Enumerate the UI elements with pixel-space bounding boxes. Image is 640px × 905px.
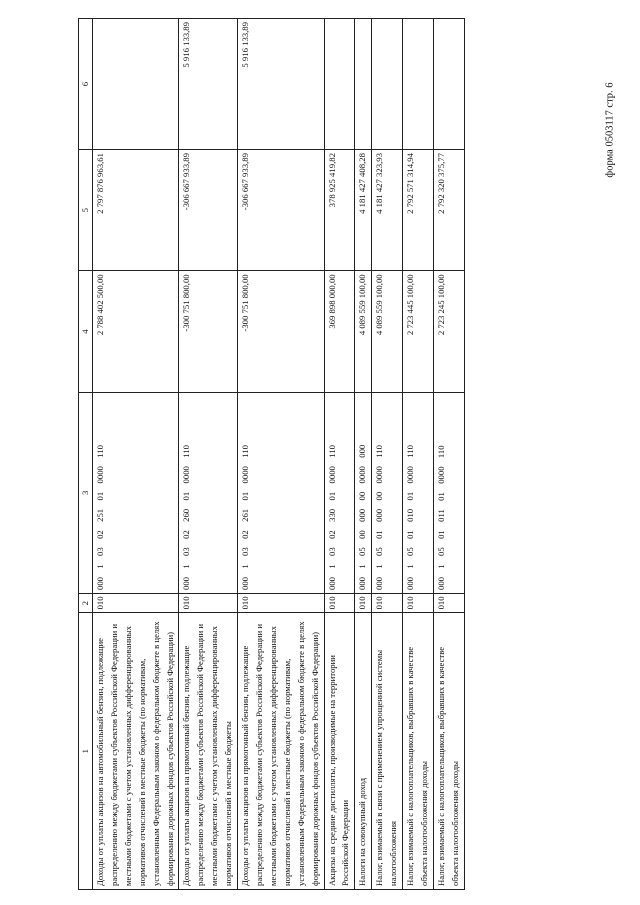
row-name: Акцизы на средние дистилляты, производимые на территории Российской Федерации	[324, 613, 355, 890]
row-unexecuted	[433, 19, 464, 150]
row-unexecuted	[372, 19, 403, 150]
row-name: Налоги на совокупный доход	[355, 613, 372, 890]
row-executed: 2 797 876 963,61	[93, 150, 179, 271]
row-line-code: 010	[179, 594, 238, 613]
column-header: 6	[79, 19, 93, 150]
column-header: 1	[79, 613, 93, 890]
row-line-code: 010	[93, 594, 179, 613]
row-executed: -306 667 933,89	[179, 150, 238, 271]
row-executed: 4 181 427 408,28	[355, 150, 372, 271]
row-name: Доходы от уплаты акцизов на прямогонный бензин, подлежащие распределению между бюджетами субъектов Российской Федерации и местными бюджетами с учетом установленных дифференцированных нормативов отчислений в местные бюджеты (по нормативам, установленным Федеральным законом о федеральном бюджете в целях формирования дорожных фондов субъектов Российской Федерации)	[238, 613, 324, 890]
column-header: 3	[79, 392, 93, 593]
row-name: Налог, взимаемый с налогоплательщиков, выбравших в качестве объекта налогообложения доходы	[433, 613, 464, 890]
row-approved-plan: 2 723 445 100,00	[403, 271, 434, 392]
row-name: Доходы от уплаты акцизов на прямогонный бензин, подлежащие распределению между бюджетами субъектов Российской Федерации и местными бюджетами с учетом установленных дифференцированных нормативов отчислений в местные бюджеты	[179, 613, 238, 890]
row-budget-code: 000 1 03 02 260 01 0000 110	[179, 392, 238, 593]
column-header: 2	[79, 594, 93, 613]
form-label-text: форма 0503117 стр. 6	[604, 82, 616, 178]
row-executed: 378 925 419,82	[324, 150, 355, 271]
row-line-code: 010	[324, 594, 355, 613]
row-approved-plan: -300 751 800,00	[179, 271, 238, 392]
table-row	[355, 19, 372, 890]
header-row	[79, 19, 93, 890]
report-table-frame	[78, 18, 590, 890]
row-line-code: 010	[403, 594, 434, 613]
row-executed: 4 181 427 323,93	[372, 150, 403, 271]
rotated-table-container	[78, 18, 590, 890]
row-unexecuted	[324, 19, 355, 150]
row-budget-code: 000 1 03 02 261 01 0000 110	[238, 392, 324, 593]
income-report-table	[78, 18, 465, 890]
row-name: Доходы от уплаты акцизов на автомобильный бензин, подлежащие распределению между бюджетами субъектов Российской Федерации и местными бюджетами с учетом установленных дифференцированных нормативов отчислений в местные бюджеты (по нормативам, установленным Федеральным законом о федеральном бюджете в целях формирования дорожных фондов субъектов Российской Федерации)	[93, 613, 179, 890]
row-approved-plan: 4 089 559 100,00	[355, 271, 372, 392]
form-label	[600, 30, 620, 230]
table-row	[93, 19, 179, 890]
row-executed: -306 667 933,89	[238, 150, 324, 271]
row-budget-code: 000 1 05 00 000 00 0000 000	[355, 392, 372, 593]
row-unexecuted: 5 916 133,89	[179, 19, 238, 150]
table-row	[179, 19, 238, 890]
row-line-code: 010	[433, 594, 464, 613]
row-budget-code: 000 1 05 01 011 01 0000 110	[433, 392, 464, 593]
table-row	[433, 19, 464, 890]
row-line-code: 010	[355, 594, 372, 613]
table-row	[324, 19, 355, 890]
row-budget-code: 000 1 05 01 010 01 0000 110	[403, 392, 434, 593]
column-header: 5	[79, 150, 93, 271]
column-header: 4	[79, 271, 93, 392]
row-executed: 2 792 320 375,77	[433, 150, 464, 271]
row-budget-code: 000 1 03 02 330 01 0000 110	[324, 392, 355, 593]
table-row	[372, 19, 403, 890]
row-name: Налог, взимаемый в связи с применением упрощенной системы налогообложения	[372, 613, 403, 890]
row-name: Налог, взимаемый с налогоплательщиков, выбравших в качестве объекта налогообложения доходы	[403, 613, 434, 890]
row-approved-plan: 2 788 402 500,00	[93, 271, 179, 392]
row-executed: 2 792 571 314,94	[403, 150, 434, 271]
row-approved-plan: 4 089 559 100,00	[372, 271, 403, 392]
row-approved-plan: -300 751 800,00	[238, 271, 324, 392]
row-approved-plan: 369 898 000,00	[324, 271, 355, 392]
row-line-code: 010	[238, 594, 324, 613]
table-row	[238, 19, 324, 890]
row-unexecuted	[355, 19, 372, 150]
row-unexecuted	[93, 19, 179, 150]
row-unexecuted: 5 916 133,89	[238, 19, 324, 150]
row-unexecuted	[403, 19, 434, 150]
row-approved-plan: 2 723 245 100,00	[433, 271, 464, 392]
row-line-code: 010	[372, 594, 403, 613]
row-budget-code: 000 1 05 01 000 00 0000 110	[372, 392, 403, 593]
table-row	[403, 19, 434, 890]
row-budget-code: 000 1 03 02 251 01 0000 110	[93, 392, 179, 593]
